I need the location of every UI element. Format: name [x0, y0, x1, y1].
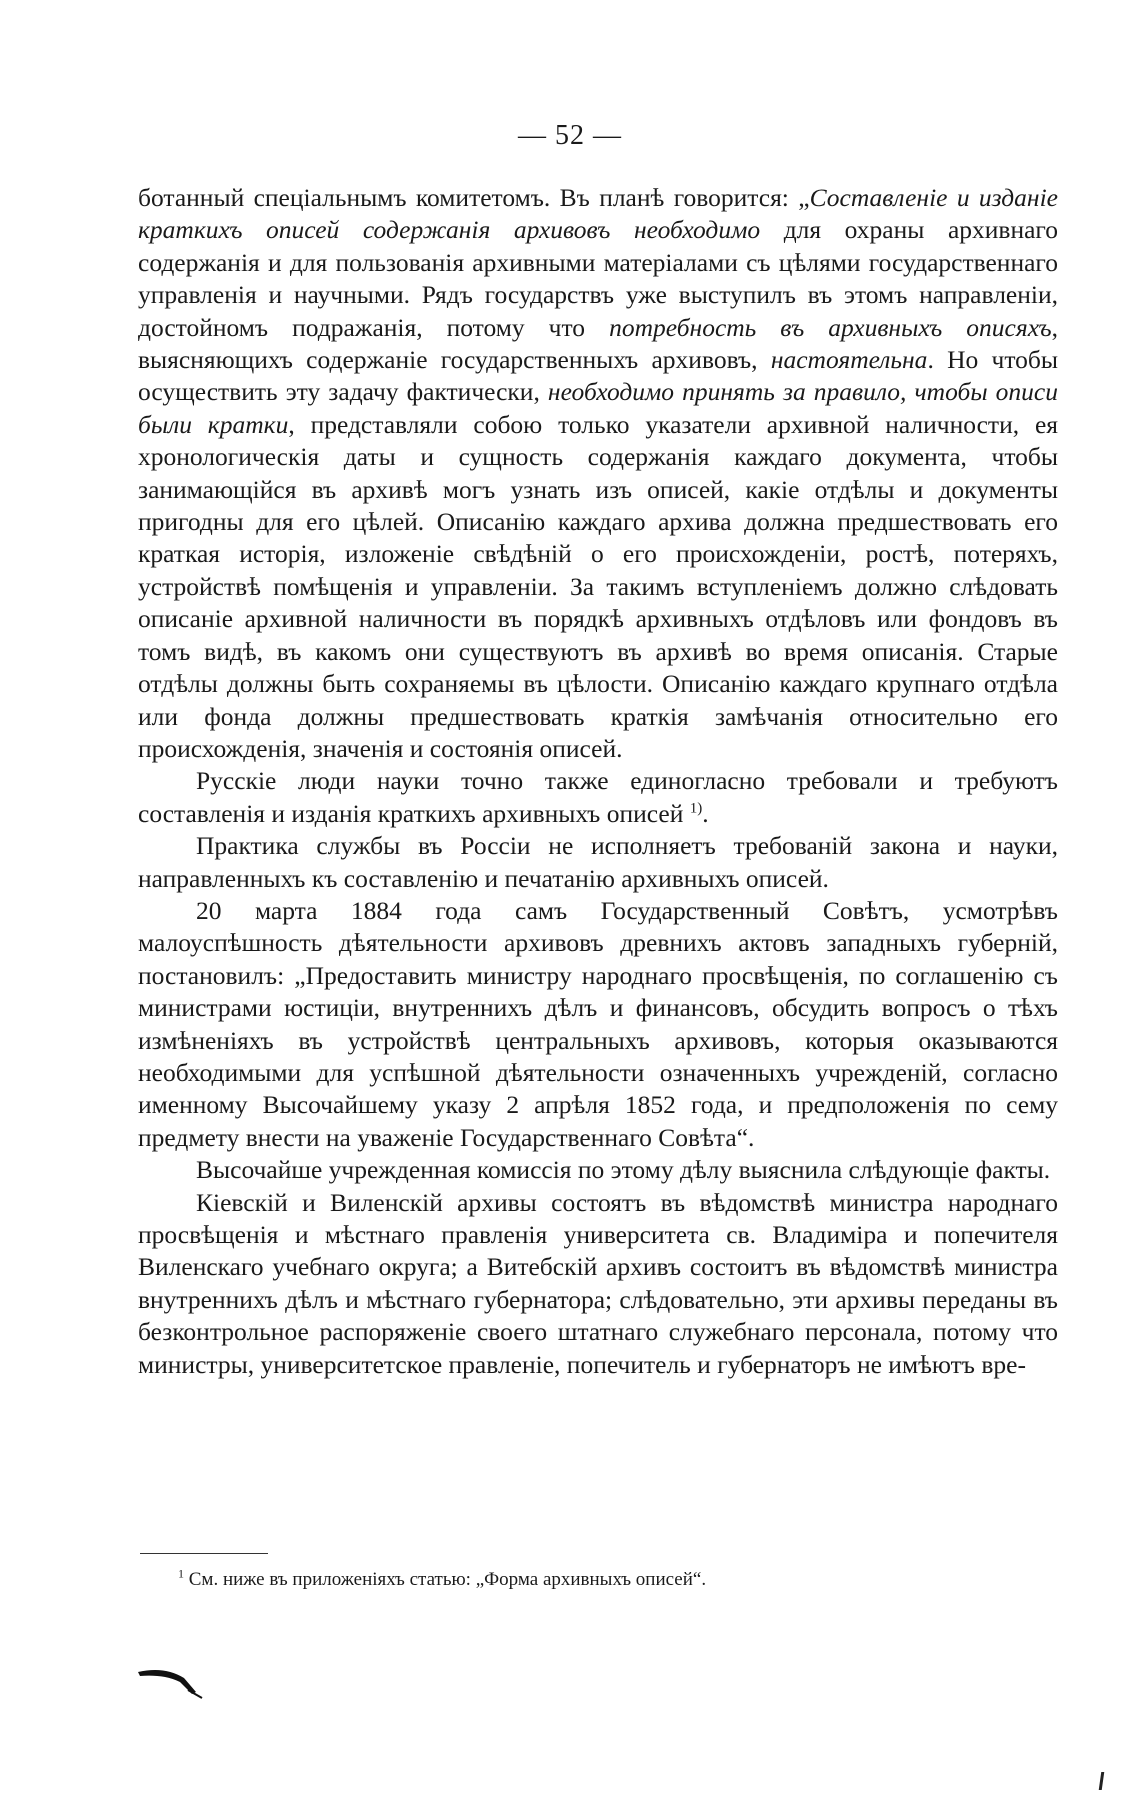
text-segment: Русскіе люди науки точно также единогласно требовали и требуютъ составленія и изданія краткихъ архивныхъ описей: [138, 766, 1058, 828]
ink-smudge-icon: [136, 1662, 206, 1702]
paragraph-5: [138, 1154, 1058, 1186]
page-number: — 52 —: [518, 120, 622, 151]
text-segment: Высочайше учрежденная комиссія по этому дѣлу выяснила слѣдующіе факты.: [196, 1155, 1051, 1185]
text-segment: для охраны архивнаго содержанія и для пользованія архивными матеріалами съ цѣлями государственнаго управленія и научными. Рядъ государствъ уже выступилъ въ этомъ направленіи, достойномъ подражанія, потому что: [138, 215, 1059, 342]
text-segment: , представляли собою только указатели архивной наличности, ея хронологическія даты и сущность содержанія каждаго документа, чтобы занимающійся въ архивѣ могъ узнать изъ описей, какіе отдѣлы и документы пригодны для его цѣлей. Описанію каждаго архива должна предшествовать его краткая исторія, изложеніе свѣдѣній о его происхожденіи, ростѣ, потеряхъ, устройствѣ помѣщенія и управленіи. За такимъ вступленіемъ должно слѣдовать описаніе архивной наличности въ порядкѣ архивныхъ отдѣловъ или фондовъ въ томъ видѣ, въ какомъ они существуютъ въ архивѣ во время описанія. Старые отдѣлы должны быть сохраняемы въ цѣлости. Описанію каждаго крупнаго отдѣла или фонда должны предшествовать краткія замѣчанія относительно его происхожденія, значенія и состоянія описей.: [138, 409, 1058, 763]
italic-segment: настоятельна: [770, 345, 928, 375]
paragraph-4: [138, 895, 1058, 1154]
text-segment: , выясняющихъ содержаніе государственныхъ архивовъ,: [138, 312, 1058, 375]
text-segment: . Но чтобы осуществить эту задачу фактически,: [138, 345, 1058, 407]
text-segment: ботанный спеціальнымъ комитетомъ. Въ планѣ говорится: „: [138, 183, 810, 212]
italic-segment: необходимо принять за правило, чтобы описи были кратки: [138, 377, 1058, 439]
footnote-marker: 1: [178, 1566, 184, 1581]
footnote: [178, 1567, 1038, 1593]
paragraph-6: [138, 1187, 1058, 1381]
paragraph-2: Русскіе люди науки точно также единогласно требовали и требуютъ составленія и изданія краткихъ архивныхъ описей $^{1)}$.: [138, 766, 1058, 828]
paragraph-1: [138, 182, 1058, 765]
text-segment: Практика службы въ Россіи не исполняетъ требованій закона и науки, направленныхъ къ составленію и печатанію архивныхъ описей.: [138, 831, 1058, 893]
ink-tick-mark: [1099, 1772, 1105, 1790]
text-segment: Кіевскій и Виленскій архивы состоятъ въ вѣдомствѣ министра народнаго просвѣщенія и мѣстнаго правленія университета св. Владиміра и попечителя Виленскаго учебнаго округа; а Витебскій архивъ состоитъ въ вѣдомствѣ министра внутреннихъ дѣлъ и мѣстнаго губернатора; слѣдовательно, эти архивы переданы въ безконтрольное распоряженіе своего штатнаго служебнаго персонала, потому что министры, университетское правленіе, попечитель и губернаторъ не имѣютъ вре-: [138, 1187, 1058, 1379]
italic-segment: потребность въ архивныхъ описяхъ: [609, 312, 1052, 342]
footnote-text: См. ниже въ приложеніяхъ статью: „Форма архивныхъ описей“.: [188, 1569, 707, 1590]
italic-segment: Составленіе и изданіе краткихъ описей содержанія архивовъ необходимо: [138, 183, 1058, 245]
footnote-divider: [140, 1553, 268, 1554]
text-segment: 20 марта 1884 года самъ Государственный Совѣтъ, усмотрѣвъ малоуспѣшность дѣятельности архивовъ древнихъ актовъ западныхъ губерній, постановилъ: „Предоставить министру народнаго просвѣщенія, по соглашенію съ министрами юстиціи, внутреннихъ дѣлъ и финансовъ, обсудить вопросъ о тѣхъ измѣненіяхъ въ устройствѣ центральныхъ архивовъ, которыя оказываются необходимыми для успѣшной дѣятельности означенныхъ учрежденій, согласно именному Высочайшему указу 2 апрѣля 1852 года, и предположенія по сему предмету внести на уваженіе Государственнаго Совѣта“.: [138, 895, 1058, 1152]
body-text: [138, 182, 1058, 1381]
footnote-ref: 1): [689, 800, 703, 817]
paragraph-3: [138, 830, 1058, 895]
